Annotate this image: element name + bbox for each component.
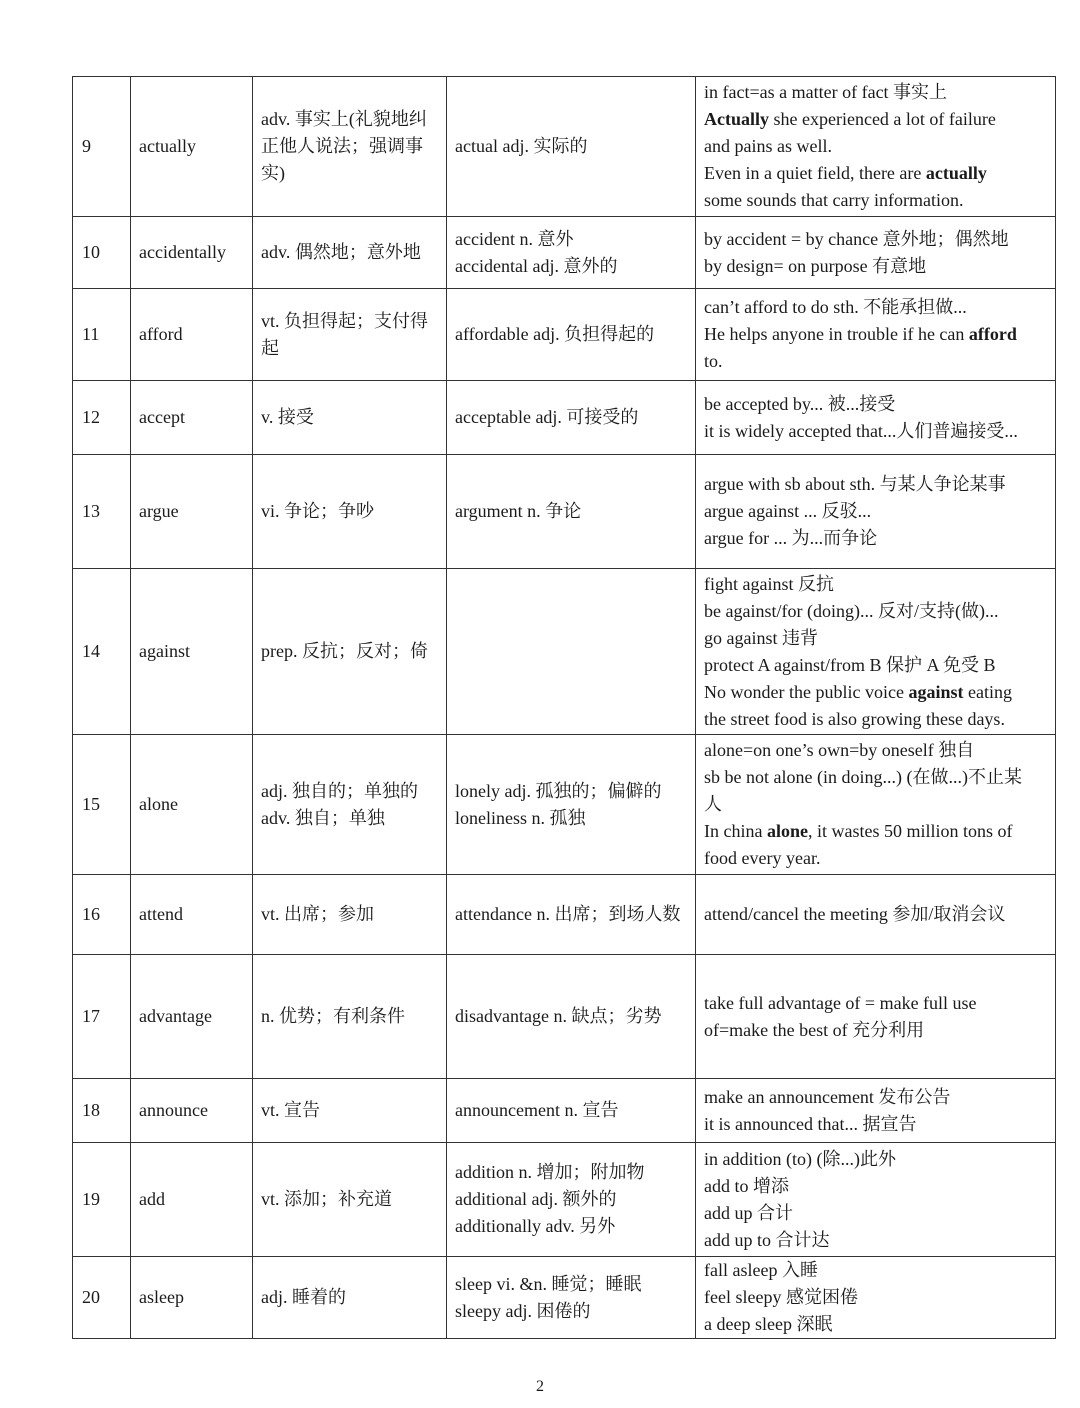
row-number: 10 — [82, 242, 100, 262]
table-row — [73, 77, 1056, 217]
derived-form-line: sleepy adj. 困倦的 — [455, 1300, 591, 1321]
usage-line — [704, 471, 1047, 498]
table-row — [73, 381, 1056, 455]
headword: announce — [139, 1100, 208, 1120]
usage-text: a deep sleep 深眠 — [704, 1314, 833, 1334]
usage-line — [704, 1084, 1047, 1111]
word-cell — [131, 1143, 253, 1257]
usage-line — [704, 226, 1047, 253]
usage-text: 人 — [704, 794, 722, 814]
usage-text: No wonder the public voice — [704, 681, 909, 702]
usage-cell — [696, 875, 1056, 955]
usage-line — [704, 571, 1047, 598]
usage-text: by accident = by chance 意外地；偶然地 — [704, 228, 1009, 249]
usage-line — [704, 791, 1047, 818]
row-number-cell — [73, 381, 131, 455]
row-number-cell — [73, 77, 131, 217]
derived-form-line: loneliness n. 孤独 — [455, 807, 586, 828]
meaning-line: vt. 出席；参加 — [261, 904, 375, 924]
usage-line — [704, 294, 1047, 321]
word-cell — [131, 455, 253, 569]
usage-line — [704, 598, 1047, 625]
headword: against — [139, 641, 190, 661]
row-number: 18 — [82, 1100, 100, 1120]
derived-forms-cell — [447, 217, 696, 289]
usage-line — [704, 1146, 1047, 1173]
usage-line — [704, 1284, 1047, 1311]
usage-text: be against/for (doing)... 反对/支持(做)... — [704, 600, 999, 621]
usage-text: He helps anyone in trouble if he can — [704, 324, 969, 344]
meaning-line: n. 优势；有利条件 — [261, 1006, 405, 1026]
usage-line — [704, 1257, 1047, 1284]
meaning-line: adv. 独自；单独 — [261, 807, 385, 828]
usage-line — [704, 706, 1047, 733]
word-cell — [131, 77, 253, 217]
usage-line — [704, 1173, 1047, 1200]
usage-text: make an announcement 发布公告 — [704, 1086, 951, 1107]
derived-form-line: accident n. 意外 — [455, 228, 574, 249]
row-number: 20 — [82, 1287, 100, 1307]
usage-text: the street food is also growing these days. — [704, 708, 1005, 729]
meaning-cell — [253, 1143, 447, 1257]
row-number: 19 — [82, 1189, 100, 1209]
usage-cell — [696, 1079, 1056, 1143]
meaning-line: v. 接受 — [261, 407, 314, 427]
usage-text: add to 增添 — [704, 1175, 789, 1196]
meaning-cell — [253, 569, 447, 735]
meaning-cell — [253, 735, 447, 875]
row-number-cell — [73, 455, 131, 569]
table-row — [73, 569, 1056, 735]
row-number: 9 — [82, 136, 91, 156]
derived-form-line: acceptable adj. 可接受的 — [455, 407, 639, 427]
headword: actually — [139, 136, 196, 156]
usage-text: In china — [704, 821, 767, 841]
usage-line — [704, 737, 1047, 764]
usage-text: of=make the best of 充分利用 — [704, 1019, 925, 1040]
usage-text: sb be not alone (in doing...) (在做...)不止某 — [704, 767, 1022, 787]
row-number-cell — [73, 875, 131, 955]
usage-emphasis: afford — [968, 324, 1017, 344]
usage-text: add up 合计 — [704, 1202, 793, 1223]
meaning-cell — [253, 455, 447, 569]
usage-emphasis: actually — [925, 163, 987, 183]
row-number-cell — [73, 735, 131, 875]
derived-form-line: lonely adj. 孤独的；偏僻的 — [455, 780, 662, 801]
derived-forms-cell — [447, 77, 696, 217]
usage-line — [704, 160, 1047, 187]
usage-cell — [696, 217, 1056, 289]
headword: accept — [139, 407, 185, 427]
usage-text: some sounds that carry information. — [704, 190, 964, 210]
derived-form-line: addition n. 增加；附加物 — [455, 1162, 645, 1182]
meaning-cell — [253, 289, 447, 381]
meaning-line: adj. 独自的；单独的 — [261, 780, 418, 801]
usage-line — [704, 625, 1047, 652]
usage-text: by design= on purpose 有意地 — [704, 255, 927, 276]
row-number-cell — [73, 955, 131, 1079]
usage-text: attend/cancel the meeting 参加/取消会议 — [704, 904, 1006, 924]
word-cell — [131, 1257, 253, 1339]
usage-text: add up to 合计达 — [704, 1229, 830, 1250]
meaning-line: vt. 添加；补充道 — [261, 1189, 393, 1209]
usage-text: argue for ... 为...而争论 — [704, 528, 878, 548]
row-number: 13 — [82, 501, 100, 521]
usage-text: be accepted by... 被...接受 — [704, 393, 896, 414]
derived-form-line: disadvantage n. 缺点；劣势 — [455, 1006, 662, 1026]
usage-text: Even in a quiet field, there are — [704, 163, 926, 183]
derived-form-line: announcement n. 宣告 — [455, 1100, 619, 1120]
usage-text: it is announced that... 据宣告 — [704, 1113, 917, 1134]
derived-form-line: attendance n. 出席；到场人数 — [455, 904, 681, 924]
table-row — [73, 1257, 1056, 1339]
usage-line — [704, 79, 1047, 106]
usage-cell — [696, 1257, 1056, 1339]
headword: argue — [139, 501, 179, 521]
usage-text: in addition (to) (除...)此外 — [704, 1148, 896, 1169]
usage-line — [704, 990, 1047, 1017]
usage-line — [704, 652, 1047, 679]
table-row — [73, 875, 1056, 955]
vocabulary-table-body — [73, 77, 1056, 1339]
meaning-line: adj. 睡着的 — [261, 1287, 346, 1307]
usage-text: go against 违背 — [704, 627, 818, 648]
meaning-cell — [253, 955, 447, 1079]
row-number-cell — [73, 1143, 131, 1257]
usage-text: alone=on one’s own=by oneself 独自 — [704, 740, 975, 760]
derived-forms-cell — [447, 1143, 696, 1257]
page-number: 2 — [536, 1378, 544, 1395]
word-cell — [131, 735, 253, 875]
usage-line — [704, 253, 1047, 280]
word-cell — [131, 289, 253, 381]
row-number: 12 — [82, 407, 100, 427]
row-number: 17 — [82, 1006, 100, 1026]
usage-text: argue against ... 反驳... — [704, 501, 872, 521]
meaning-cell — [253, 875, 447, 955]
usage-text: in fact=as a matter of fact 事实上 — [704, 82, 948, 102]
usage-line — [704, 679, 1047, 706]
row-number-cell — [73, 217, 131, 289]
derived-form-line: actual adj. 实际的 — [455, 136, 588, 156]
usage-cell — [696, 289, 1056, 381]
usage-line — [704, 498, 1047, 525]
derived-form-line: accidental adj. 意外的 — [455, 255, 618, 276]
headword: asleep — [139, 1287, 184, 1307]
usage-line — [704, 1200, 1047, 1227]
usage-text: fight against 反抗 — [704, 573, 834, 594]
headword: attend — [139, 904, 183, 924]
word-cell — [131, 381, 253, 455]
usage-text: she experienced a lot of failure — [769, 109, 996, 129]
row-number-cell — [73, 289, 131, 381]
word-cell — [131, 217, 253, 289]
row-number-cell — [73, 569, 131, 735]
row-number-cell — [73, 1079, 131, 1143]
meaning-cell — [253, 1079, 447, 1143]
headword: add — [139, 1189, 165, 1209]
usage-text: fall asleep 入睡 — [704, 1260, 818, 1280]
table-row — [73, 955, 1056, 1079]
meaning-cell — [253, 1257, 447, 1339]
row-number: 15 — [82, 794, 100, 814]
headword: advantage — [139, 1006, 212, 1026]
meaning-cell — [253, 217, 447, 289]
usage-cell — [696, 381, 1056, 455]
meaning-cell — [253, 381, 447, 455]
usage-cell — [696, 1143, 1056, 1257]
word-cell — [131, 875, 253, 955]
derived-forms-cell — [447, 569, 696, 735]
row-number: 14 — [82, 641, 100, 661]
usage-text: take full advantage of = make full use — [704, 992, 977, 1013]
usage-line — [704, 1017, 1047, 1044]
derived-forms-cell — [447, 455, 696, 569]
usage-line — [704, 106, 1047, 133]
headword: alone — [139, 794, 178, 814]
usage-cell — [696, 955, 1056, 1079]
usage-text: , it wastes 50 million tons of — [808, 821, 1013, 841]
row-number: 16 — [82, 904, 100, 924]
usage-text: and pains as well. — [704, 136, 832, 156]
usage-emphasis: against — [908, 681, 964, 702]
usage-line — [704, 764, 1047, 791]
derived-forms-cell — [447, 1257, 696, 1339]
usage-text: to. — [704, 351, 723, 371]
usage-line — [704, 133, 1047, 160]
usage-text: eating — [963, 681, 1012, 702]
table-row — [73, 1143, 1056, 1257]
derived-form-line: additionally adv. 另外 — [455, 1216, 616, 1236]
meaning-line: prep. 反抗；反对；倚 — [261, 641, 428, 661]
headword: accidentally — [139, 242, 226, 262]
derived-forms-cell — [447, 875, 696, 955]
usage-line — [704, 845, 1047, 872]
word-cell — [131, 1079, 253, 1143]
usage-cell — [696, 569, 1056, 735]
word-cell — [131, 955, 253, 1079]
table-row — [73, 455, 1056, 569]
meaning-line: adv. 偶然地；意外地 — [261, 242, 421, 262]
meaning-cell — [253, 77, 447, 217]
table-row — [73, 289, 1056, 381]
table-row — [73, 217, 1056, 289]
usage-line — [704, 1111, 1047, 1138]
usage-cell — [696, 77, 1056, 217]
usage-text: it is widely accepted that...人们普遍接受... — [704, 420, 1018, 441]
usage-line — [704, 818, 1047, 845]
usage-emphasis: alone — [766, 821, 808, 841]
usage-line — [704, 348, 1047, 375]
usage-cell — [696, 735, 1056, 875]
usage-line — [704, 187, 1047, 214]
derived-form-line: argument n. 争论 — [455, 501, 582, 521]
table-row — [73, 735, 1056, 875]
word-cell — [131, 569, 253, 735]
meaning-line: adv. 事实上(礼貌地纠正他人说法；强调事实) — [261, 109, 427, 183]
usage-text: can’t afford to do sth. 不能承担做... — [704, 297, 967, 317]
row-number: 11 — [82, 324, 100, 344]
usage-cell — [696, 455, 1056, 569]
usage-line — [704, 525, 1047, 552]
derived-form-line: additional adj. 额外的 — [455, 1189, 617, 1209]
derived-forms-cell — [447, 735, 696, 875]
meaning-line: vi. 争论；争吵 — [261, 501, 375, 521]
derived-forms-cell — [447, 381, 696, 455]
usage-line — [704, 418, 1047, 445]
row-number-cell — [73, 1257, 131, 1339]
headword: afford — [139, 324, 183, 344]
meaning-line: vt. 宣告 — [261, 1100, 321, 1120]
derived-forms-cell — [447, 1079, 696, 1143]
usage-line — [704, 1227, 1047, 1254]
usage-text: food every year. — [704, 848, 821, 868]
derived-form-line: affordable adj. 负担得起的 — [455, 324, 655, 344]
table-row — [73, 1079, 1056, 1143]
usage-line — [704, 391, 1047, 418]
vocabulary-table — [72, 76, 1056, 1339]
derived-forms-cell — [447, 955, 696, 1079]
usage-line — [704, 321, 1047, 348]
usage-line — [704, 901, 1047, 928]
usage-emphasis: Actually — [704, 109, 769, 129]
usage-line — [704, 1311, 1047, 1338]
usage-text: protect A against/from B 保护 A 免受 B — [704, 654, 996, 675]
meaning-line: vt. 负担得起；支付得起 — [261, 310, 429, 358]
derived-forms-cell — [447, 289, 696, 381]
derived-form-line: sleep vi. &n. 睡觉；睡眠 — [455, 1273, 642, 1294]
usage-text: argue with sb about sth. 与某人争论某事 — [704, 474, 1006, 494]
usage-text: feel sleepy 感觉困倦 — [704, 1287, 858, 1307]
